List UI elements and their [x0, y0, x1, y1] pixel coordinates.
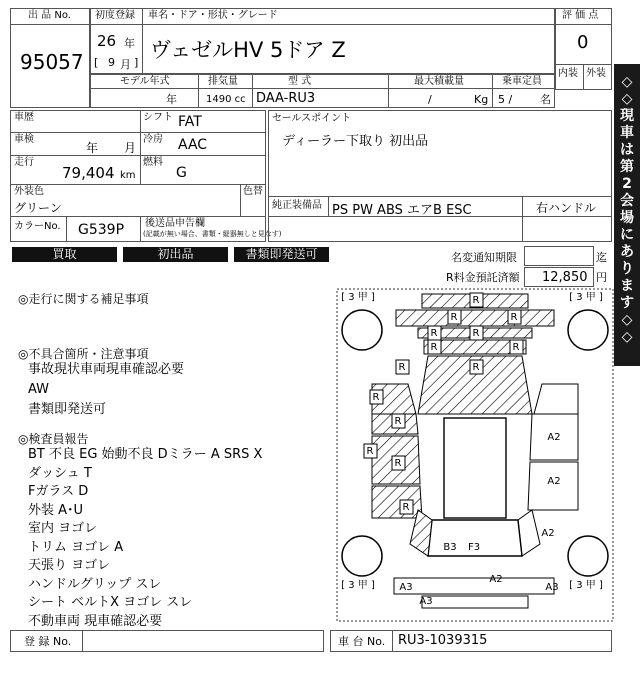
- damage-a2-mark: A2: [541, 528, 555, 539]
- damage-a3-mark: A3: [545, 582, 559, 593]
- docs-immediate-tag: 書類即発送可: [234, 247, 329, 262]
- aftermarket-label: 後送品申告欄: [145, 218, 205, 229]
- aftermarket-note: (記載が無い場合、書類・縦器無しと見なす): [143, 230, 282, 238]
- note-line: 事故現状車両現車確認必要: [28, 362, 185, 377]
- note-line: 室内 ヨゴレ: [28, 521, 98, 536]
- note-line: 書類即発送可: [28, 402, 107, 417]
- mileage: 79,404: [62, 164, 115, 182]
- corner-mark: [ 3 甲 ]: [569, 292, 603, 303]
- corner-mark: [ 3 甲 ]: [569, 580, 603, 591]
- note-line: ダッシュ T: [28, 465, 92, 481]
- recycle-unit: 円: [596, 271, 607, 284]
- damage-r-mark: R: [430, 328, 438, 339]
- fuel-label: 燃料: [143, 157, 163, 168]
- defect-header: ◎不具合箇所・注意事項: [18, 347, 149, 361]
- note-line: 天張り ヨゴレ: [28, 558, 111, 573]
- color-change-label: 色替: [243, 186, 263, 197]
- reg-month-unit: 月: [120, 58, 131, 71]
- sidebar-char: は: [620, 142, 634, 158]
- capacity-label: 乗車定員: [502, 76, 542, 87]
- sidebar-char: 車: [620, 125, 634, 141]
- car-name-label: 車名・ドア・形状・グレード: [148, 10, 278, 21]
- sidebar-char: あ: [620, 244, 634, 260]
- sidebar-char: に: [620, 227, 634, 243]
- score: 0: [577, 32, 589, 53]
- recycle-value: 12,850: [542, 270, 588, 285]
- damage-r-mark: R: [450, 312, 458, 323]
- note-line: トリム ヨゴレ A: [28, 539, 124, 555]
- note-line: 不動車両 現車確認必要: [28, 613, 163, 629]
- damage-r-mark: R: [398, 362, 406, 373]
- max-load-unit: Kg: [474, 93, 489, 106]
- reg-year-unit: 年: [124, 37, 135, 50]
- sales-point: ディーラー下取り 初出品: [282, 134, 429, 149]
- damage-a2-mark: A2: [489, 574, 503, 585]
- displacement-label: 排気量: [208, 76, 238, 87]
- steering: 右ハンドル: [536, 201, 597, 215]
- deadline-unit: 迄: [596, 251, 607, 264]
- color-label: 外装色: [14, 186, 44, 197]
- corner-mark: [ 3 甲 ]: [341, 292, 375, 303]
- driving-header: ◎走行に関する補足事項: [18, 292, 149, 306]
- damage-r-mark: R: [430, 342, 438, 353]
- shift-label: シフト: [143, 112, 173, 123]
- inspection-year-unit: 年: [86, 141, 99, 155]
- reg-month-close: ]: [134, 56, 139, 69]
- sidebar-location-note: [614, 64, 640, 366]
- mileage-label: 走行: [14, 157, 34, 168]
- score-label: 評 価 点: [562, 10, 599, 21]
- damage-r-mark: R: [372, 392, 380, 403]
- corner-mark: [ 3 甲 ]: [341, 580, 375, 591]
- sidebar-char: ◇: [621, 91, 633, 107]
- sidebar-char: ◇: [621, 312, 633, 328]
- color-no-label: カラーNo.: [14, 221, 61, 232]
- buy-tag: 買取: [12, 247, 117, 262]
- inspector-header: ◎検査員報告: [18, 432, 89, 446]
- sales-point-label: セールスポイント: [272, 113, 352, 124]
- first-reg-label: 初度登録: [95, 10, 135, 21]
- damage-r-mark: R: [472, 362, 480, 373]
- max-load-label: 最大積載量: [414, 76, 464, 87]
- damage-r-mark: R: [394, 416, 402, 427]
- sidebar-char: 第: [620, 159, 634, 175]
- damage-r-mark: R: [394, 458, 402, 469]
- sidebar-char: ◇: [621, 329, 633, 345]
- type-label: 型 式: [288, 76, 312, 87]
- note-line: Fガラス D: [28, 484, 89, 499]
- sidebar-char: 場: [620, 210, 634, 226]
- note-line: AW: [28, 382, 50, 397]
- interior-label: 内装: [558, 68, 578, 79]
- capacity: 5 /: [498, 93, 513, 106]
- sidebar-char: 会: [620, 193, 634, 209]
- model-year-label: モデル年式: [120, 76, 170, 87]
- reg-year: 26: [97, 32, 117, 50]
- damage-a3-mark: A3: [399, 582, 413, 593]
- note-line: シート ベルトX ヨゴレ スレ: [28, 595, 193, 610]
- max-load: /: [428, 93, 432, 106]
- deadline-label: 名変通知期限: [451, 251, 517, 264]
- damage-r-mark: R: [510, 312, 518, 323]
- damage-a3-mark: A3: [419, 596, 433, 607]
- sidebar-char: 2: [622, 176, 632, 192]
- damage-a2-mark: A2: [547, 476, 561, 487]
- reg-month: 9: [108, 56, 115, 69]
- damage-r-mark: R: [366, 446, 374, 457]
- exterior-label: 外装: [586, 68, 606, 79]
- color-no: G539P: [78, 222, 125, 238]
- lot-no: 95057: [20, 50, 84, 74]
- damage-r-mark: R: [512, 342, 520, 353]
- ac-label: 冷房: [143, 134, 163, 145]
- lot-no-label: 出 品 No.: [28, 10, 71, 21]
- recycle-label: R料金預託済額: [446, 271, 520, 284]
- mileage-unit: km: [120, 170, 136, 181]
- first-listing-tag: 初出品: [123, 247, 228, 262]
- damage-r-mark: R: [472, 295, 480, 306]
- note-line: ハンドルグリップ スレ: [28, 576, 162, 592]
- note-line: BT 不良 EG 始動不良 Dミラー A SRS X: [28, 447, 263, 462]
- capacity-unit: 名: [540, 93, 551, 106]
- inspection-label: 車検: [14, 134, 34, 145]
- reg-no-label: 登 録 No.: [24, 635, 72, 648]
- sidebar-char: す: [620, 295, 634, 311]
- deadline-box: [524, 246, 594, 266]
- chassis-label: 車 台 No.: [338, 635, 386, 648]
- damage-diagram: [336, 288, 614, 622]
- shift: FAT: [178, 114, 202, 130]
- equipment-label: 純正装備品: [272, 200, 322, 211]
- ac: AAC: [178, 137, 208, 153]
- damage-f3-mark: F3: [467, 542, 481, 553]
- damage-a2-mark: A2: [547, 432, 561, 443]
- inspection-month-unit: 月: [124, 141, 137, 155]
- color: グリーン: [14, 201, 62, 215]
- sidebar-char: 現: [620, 108, 634, 124]
- model-year-unit: 年: [166, 93, 177, 106]
- damage-r-mark: R: [402, 502, 410, 513]
- car-name: ヴェゼルHV 5ドア Z: [150, 38, 346, 62]
- damage-r-mark: R: [472, 328, 480, 339]
- damage-b3-mark: B3: [443, 542, 457, 553]
- fuel: G: [176, 165, 187, 181]
- type-value: DAA-RU3: [256, 91, 316, 106]
- sidebar-char: り: [620, 261, 634, 277]
- sidebar-char: ◇: [621, 74, 633, 90]
- history-label: 車歴: [14, 112, 34, 123]
- equipment: PS PW ABS エアB ESC: [332, 203, 472, 218]
- note-line: 外装 A･U: [28, 502, 84, 518]
- sidebar-char: ま: [620, 278, 634, 294]
- chassis-no: RU3-1039315: [398, 633, 488, 648]
- reg-month-open: [: [94, 56, 99, 69]
- displacement: 1490 cc: [206, 94, 246, 105]
